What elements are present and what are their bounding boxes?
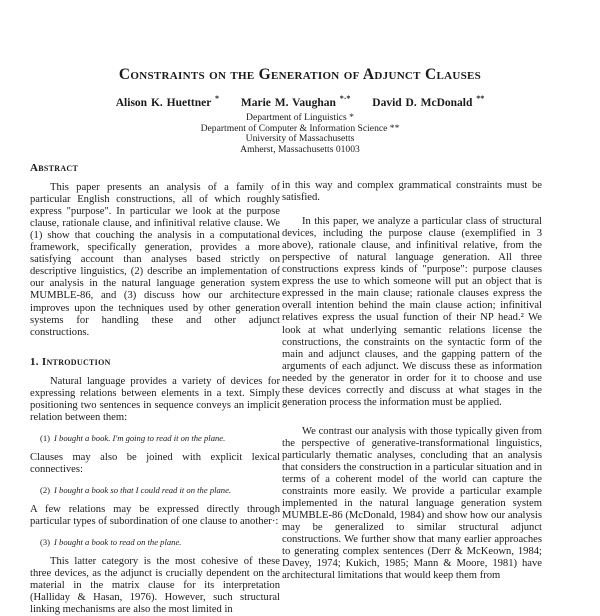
body-paragraph: We contrast our analysis with those typically given from the perspective of generative-transformational linguistics, particularly thematic analyses, concluding that an analysis that considers the construction in a particular situation and in terms of a coherent model of the world can capture the constraints more easily. We provide a particular example implemented in the natural language generation system MUMBLE-86 (McDonald, 1984) and show how our analysis may be generalized to similar structural adjunct constructions. We further show that many earlier approaches to generating complex sentences (Derr & McKeown, 1984; Davey, 1974; Kukich, 1985; Mann & Moore, 1981) have architectural limitations that would keep them from — [282, 425, 542, 582]
abstract-text: This paper presents an analysis of a family of particular English constructions, all of which roughly express "purpose". In particular we look at the purpose clause, rationale clause, and infinitival relative clause. We (1) show that couching the analysis in a computational framework, specifically generation, provides a more satisfying account than analyses based strictly on descriptive linguistics, (2) describe an implementation of our analysis in the natural language generation system MUMBLE-86, and (3) discuss how our architecture improves upon the techniques used by other generation systems for handling these and other adjunct constructions. — [30, 182, 280, 338]
author-name: David D. McDonald — [372, 96, 473, 109]
author-mark: *·* — [339, 94, 351, 103]
intro-paragraph: This latter category is the most cohesive of these three devices, as the adjunct is crucially dependent on the material in the matrix clause for its interpretation (Halliday & Hasan, 1976). However, such structural linking mechanisms are also the most limited in — [30, 556, 280, 616]
author-mark: ** — [476, 94, 485, 103]
intro-paragraph: Clauses may also be joined with explicit lexical connectives: — [30, 451, 280, 475]
affiliation-line: Department of Linguistics * — [246, 112, 354, 123]
left-column — [30, 162, 280, 616]
example-text: I bought a book. I'm going to read it on the plane. — [54, 432, 226, 443]
example-text: I bought a book to read on the plane. — [54, 537, 182, 548]
body-paragraph: in this way and complex grammatical constraints must be satisfied. — [282, 180, 542, 204]
example-3 — [40, 536, 280, 548]
author — [372, 94, 485, 109]
author-mark: * — [215, 94, 220, 103]
example-number: (1) — [40, 432, 51, 443]
paper-title: Constraints on the Generation of Adjunct Clauses — [118, 66, 482, 83]
affiliations — [0, 113, 600, 155]
right-column — [282, 180, 542, 582]
affiliation-line: Department of Computer & Information Science ** — [200, 122, 400, 134]
author-name: Marie M. Vaughan — [240, 96, 336, 109]
author — [240, 94, 351, 109]
example-1 — [40, 432, 280, 444]
affiliation-line: Amherst, Massachusetts 01003 — [240, 143, 360, 155]
abstract-heading: Abstract — [30, 162, 79, 174]
intro-paragraph: A few relations may be expressed directly through particular types of subordination of one clause to another·: — [30, 504, 280, 528]
example-2 — [40, 484, 280, 496]
introduction-heading: 1. Introduction — [30, 355, 111, 368]
example-number: (3) — [40, 537, 51, 548]
author-list — [0, 94, 600, 109]
intro-paragraph: Natural language provides a variety of devices for expressing relations between elements in a text. Simply positioning two sentences in sequence conveys an implicit relation between them: — [30, 375, 280, 423]
author — [115, 94, 220, 109]
body-paragraph: In this paper, we analyze a particular class of structural devices, including the purpose clause (exemplified in 3 above), rationale clause, and infinitival relative, from the perspective of natural language generation. All three constructions express kinds of "purpose": purpose clauses express the use to which someone will put an object that is expressed in the main clause; rationale clauses express the overall intention behind the main clause action; infinitival relatives express the usual function of their NP head.² We look at what underlying semantic relations license the constructions, the constraints on the syntactic form of the main and adjunct clauses, and the gapping pattern of the arguments of each adjunct. We discuss these as information needed by the generator in order for it to choose and use these devices correctly and discuss at what stages in the generation process the information must be applied. — [282, 216, 542, 408]
example-number: (2) — [40, 485, 51, 496]
author-name: Alison K. Huettner — [115, 96, 212, 109]
example-text: I bought a book so that I could read it on the plane. — [54, 485, 232, 496]
affiliation-line: University of Massachusetts — [245, 133, 355, 145]
